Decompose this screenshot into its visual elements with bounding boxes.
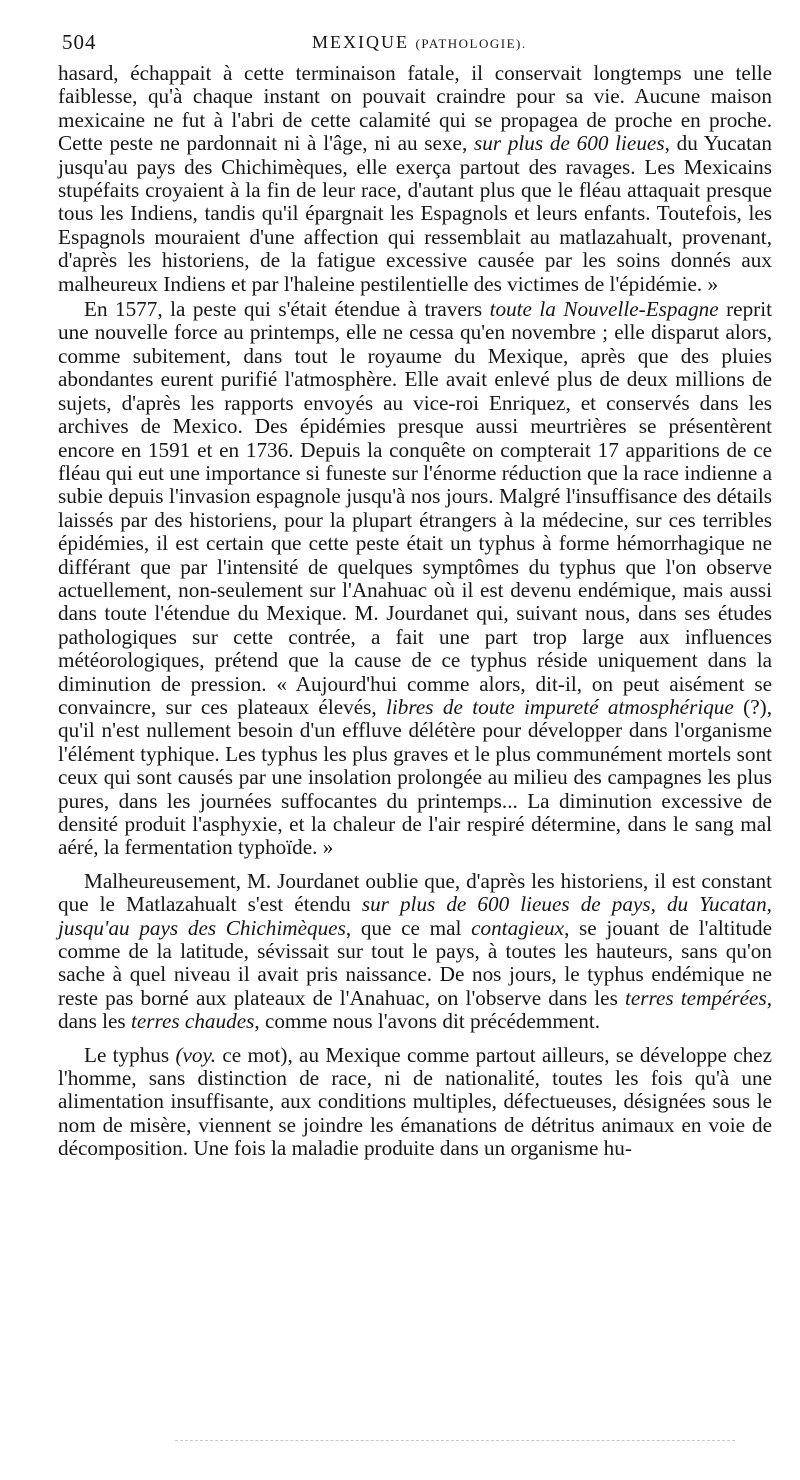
italic-run: contagieux (471, 915, 565, 940)
italic-run: (voy. (175, 1042, 217, 1067)
text-run: , du Yucatan jusqu'au pays des Chichimèques, elle exerça partout des ravages. Les Mexicains stupéfaits croyaient à la fin de leur race, d'autant plus que le fléau attaquait presque tous les Indiens, tandis qu'il épargnait les Espagnols et leurs enfants. Toutefois, les Espagnols mouraient d'une affection qui ressemblait au matlazahualt, provenant, d'après les historiens, de la fatigue excessive causée par les soins donnés aux malheureux Indiens et par l'haleine pestilentielle des victimes de l'épidémie. » (58, 131, 772, 296)
text-run: reprit une nouvelle force au printemps, elle ne cessa qu'en novembre ; elle disparut alors, comme subitement, dans tout le royaume du Mexique, après que des pluies abondantes eurent purifié l'atmosphère. Elle avait enlevé plus de deux millions de sujets, d'après les rapports envoyés au vice-roi Enriquez, et conservés dans les archives de Mexico. Des épidémies presque aussi meurtrières se présentèrent encore en 1591 et en 1736. Depuis la conquête on compterait 17 apparitions de ce fléau qui eut une importance si funeste sur l'énorme réduction que la race indienne a subie depuis l'invasion espagnole jusqu'à nos jours. Malgré l'insuffisance des détails laissés par des historiens, pour la plupart étrangers à la médecine, sur ces terribles épidémies, il est certain que cette peste était un typhus à forme hémorrhagique ne différant que par l'intensité de quelques symptômes du typhus que l'on observe actuellement, non-seulement sur l'Anahuac où il est devenu endémique, mais aussi dans toute l'étendue du Mexique. M. Jourdanet qui, suivant nous, dans ses études pathologiques sur cette contrée, a fait une part trop large aux influences météorologiques, prétend que la cause de ce typhus réside uniquement dans la diminution de pression. « Aujourd'hui comme alors, dit-il, on peut aisément se convaincre, sur ces plateaux élevés, (58, 297, 773, 719)
running-title-main: MEXIQUE (312, 32, 409, 52)
italic-run: terres chaudes (130, 1009, 255, 1034)
text-run: , dans les (58, 985, 772, 1034)
italic-run: libres de toute impureté atmosphérique (386, 694, 734, 719)
running-title-subject: (PATHOLOGIE). (415, 36, 527, 51)
text-run: , comme nous l'avons dit précédemment. (254, 1009, 601, 1034)
paragraph-peste-1577 (58, 298, 772, 860)
page-number: 504 (62, 30, 97, 54)
text-run: (?), qu'il n'est nullement besoin d'un effluve délétère pour développer dans l'organisme l'élément typhique. Les typhus les plus graves et le plus communément mortels sont ceux qui sont causés par une insolation prolongée au milieu des campagnes les plus pures, dans les journées suffocantes du printemps... La diminution excessive de densité produit l'asphyxie, et la chaleur de l'air respiré détermine, dans le sang mal aéré, la fermentation typhoïde. » (58, 694, 772, 860)
italic-run: sur plus de 600 lieues (474, 131, 665, 156)
running-head (62, 30, 772, 56)
italic-run: toute la Nouvelle-Espagne (489, 297, 719, 322)
italic-run: sur plus de 600 lieues de pays, du Yucatan, jusqu'au pays des Chichimèques (58, 892, 772, 940)
text-run: En 1577, la peste qui s'était étendue à travers (84, 297, 490, 322)
text-run: , que ce mal (345, 915, 472, 940)
running-title (312, 32, 527, 53)
text-run: , se jouant de l'altitude comme de la latitude, sévissait sur tout le pays, à toutes les hauteurs, sans qu'on sache à quel niveau il avait pris naissance. De nos jours, le typhus endémique ne reste pas borné aux plateaux de l'Anahuac, on l'observe dans les (58, 915, 772, 1010)
text-run: hasard, échappait à cette terminaison fatale, il conservait longtemps une telle faiblesse, qu'à chaque instant on pouvait craindre pour sa vie. Aucune maison mexicaine ne fut à l'abri de cette calamité qui se propagea de proche en proche. Cette peste ne pardonnait ni à l'âge, ni au sexe, (58, 61, 772, 156)
paragraph-continued (58, 62, 772, 296)
paragraph-jourdanet-rebuttal (58, 870, 772, 1034)
text-run: Le typhus (84, 1042, 176, 1067)
text-run: Malheureusement, M. Jourdanet oublie que, d'après les historiens, il est constant que le Matlazahualt s'est étendu (58, 868, 772, 917)
paragraph-typhus (58, 1044, 772, 1161)
body-text (58, 62, 772, 1161)
text-run: ce mot), au Mexique comme partout ailleurs, se développe chez l'homme, sans distinction de race, ni de nationalité, toutes les fois qu'à une alimentation insuffisante, aux conditions multiples, défectueuses, désignées sous le nom de misère, viennent se joindre les émanations de détritus animaux en voie de décomposition. Une fois la maladie produite dans un organisme hu- (58, 1042, 772, 1161)
footer-rule (175, 1440, 735, 1441)
italic-run: terres tempérées (625, 985, 767, 1010)
